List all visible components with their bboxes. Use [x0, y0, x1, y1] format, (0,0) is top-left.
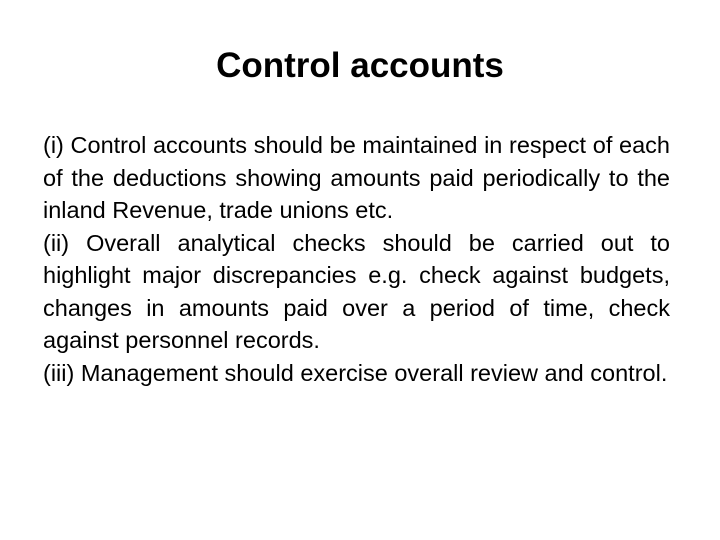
paragraph-analytical-checks: (ii) Overall analytical checks should be carried out to highlight major discrepancies e.g. check against budgets, changes in amounts paid over a period of time, check against personnel records.	[43, 229, 670, 353]
slide-title: Control accounts	[216, 46, 504, 85]
paragraph-management-review: (iii) Management should exercise overall review and control.	[43, 359, 668, 386]
slide-body	[43, 129, 670, 389]
paragraph-control-accounts: (i) Control accounts should be maintained in respect of each of the deductions showing amounts paid periodically to the inland Revenue, trade unions etc.	[43, 132, 670, 223]
